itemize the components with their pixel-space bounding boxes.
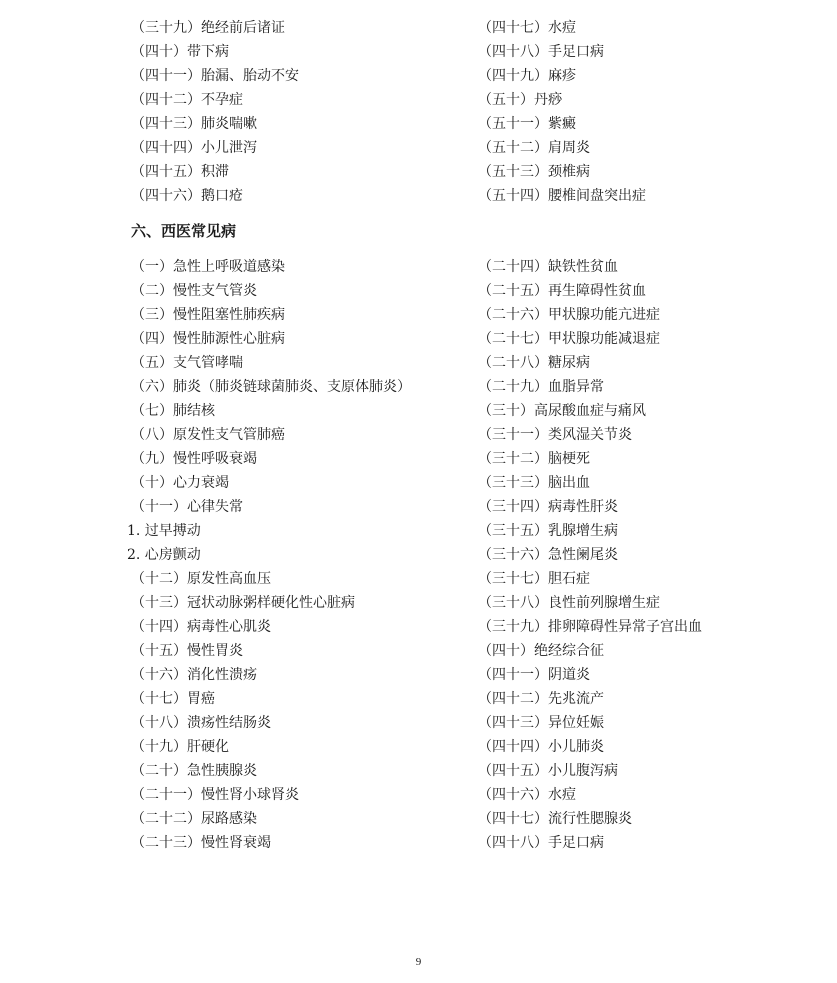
list-item: （四十一）胎漏、胎动不安	[131, 68, 299, 84]
list-item: （二十一）慢性肾小球肾炎	[131, 787, 299, 803]
list-item: （四十九）麻疹	[478, 68, 576, 84]
list-item: （五十一）紫癜	[478, 116, 576, 132]
list-item: （二十）急性胰腺炎	[131, 763, 257, 779]
list-item: （十一）心律失常	[131, 499, 243, 515]
list-item: （四十五）积滞	[131, 164, 229, 180]
section-heading-western-diseases: 六、西医常见病	[131, 222, 237, 240]
list-item: （五十二）肩周炎	[478, 140, 590, 156]
list-item: （一）急性上呼吸道感染	[131, 259, 285, 275]
list-item: （四十八）手足口病	[478, 835, 604, 851]
list-item: （十二）原发性高血压	[131, 571, 271, 587]
list-item: （四十八）手足口病	[478, 44, 604, 60]
list-item: （二十七）甲状腺功能减退症	[478, 331, 660, 347]
list-item: （二）慢性支气管炎	[131, 283, 257, 299]
list-item: （四十六）鹅口疮	[131, 188, 243, 204]
western-diseases-left-column	[127, 255, 411, 855]
list-item: （二十六）甲状腺功能亢进症	[478, 307, 660, 323]
list-item: （四十）带下病	[131, 44, 229, 60]
list-item: （十三）冠状动脉粥样硬化性心脏病	[131, 595, 355, 611]
list-item: （三十九）绝经前后诸证	[131, 20, 285, 36]
tcm-diseases-right-column	[478, 16, 646, 208]
list-item: 2. 心房颤动	[127, 547, 201, 563]
list-item: （四十三）异位妊娠	[478, 715, 604, 731]
list-item: （三十）高尿酸血症与痛风	[478, 403, 646, 419]
list-item: （六）肺炎（肺炎链球菌肺炎、支原体肺炎）	[131, 379, 411, 395]
list-item: （三十四）病毒性肝炎	[478, 499, 618, 515]
list-item: （二十九）血脂异常	[478, 379, 604, 395]
list-item: （二十二）尿路感染	[131, 811, 257, 827]
list-item: （四）慢性肺源性心脏病	[131, 331, 285, 347]
list-item: （十）心力衰竭	[131, 475, 229, 491]
list-item: （四十一）阴道炎	[478, 667, 590, 683]
list-item: （三）慢性阻塞性肺疾病	[131, 307, 285, 323]
list-item: 1. 过早搏动	[127, 523, 201, 539]
list-item: （四十五）小儿腹泻病	[478, 763, 618, 779]
tcm-diseases-left-column	[131, 16, 299, 208]
list-item: （七）肺结核	[131, 403, 215, 419]
list-item: （四十七）流行性腮腺炎	[478, 811, 632, 827]
list-item: （二十四）缺铁性贫血	[478, 259, 618, 275]
list-item: （四十四）小儿肺炎	[478, 739, 604, 755]
list-item: （三十七）胆石症	[478, 571, 590, 587]
list-item: （三十八）良性前列腺增生症	[478, 595, 660, 611]
list-item: （十六）消化性溃疡	[131, 667, 257, 683]
list-item: （五十）丹痧	[478, 92, 562, 108]
list-item: （四十）绝经综合征	[478, 643, 604, 659]
list-item: （四十二）不孕症	[131, 92, 243, 108]
list-item: （三十五）乳腺增生病	[478, 523, 618, 539]
list-item: （十四）病毒性心肌炎	[131, 619, 271, 635]
list-item: （五十三）颈椎病	[478, 164, 590, 180]
list-item: （五）支气管哮喘	[131, 355, 243, 371]
list-item: （四十七）水痘	[478, 20, 576, 36]
western-diseases-right-column	[478, 255, 702, 855]
list-item: （四十四）小儿泄泻	[131, 140, 257, 156]
list-item: （四十六）水痘	[478, 787, 576, 803]
list-item: （十五）慢性胃炎	[131, 643, 243, 659]
list-item: （八）原发性支气管肺癌	[131, 427, 285, 443]
list-item: （三十二）脑梗死	[478, 451, 590, 467]
list-item: （十九）肝硬化	[131, 739, 229, 755]
list-item: （二十八）糖尿病	[478, 355, 590, 371]
list-item: （三十九）排卵障碍性异常子宫出血	[478, 619, 702, 635]
list-item: （十七）胃癌	[131, 691, 215, 707]
list-item: （三十三）脑出血	[478, 475, 590, 491]
list-item: （四十二）先兆流产	[478, 691, 604, 707]
list-item: （二十五）再生障碍性贫血	[478, 283, 646, 299]
list-item: （十八）溃疡性结肠炎	[131, 715, 271, 731]
list-item: （三十六）急性阑尾炎	[478, 547, 618, 563]
list-item: （四十三）肺炎喘嗽	[131, 116, 257, 132]
list-item: （九）慢性呼吸衰竭	[131, 451, 257, 467]
page-number: 9	[415, 956, 422, 968]
list-item: （二十三）慢性肾衰竭	[131, 835, 271, 851]
list-item: （三十一）类风湿关节炎	[478, 427, 632, 443]
list-item: （五十四）腰椎间盘突出症	[478, 188, 646, 204]
